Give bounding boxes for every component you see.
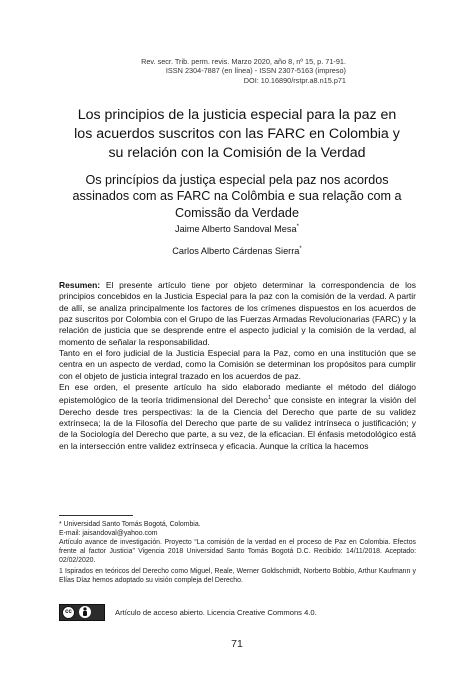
abstract-paragraph-2: Tanto en el foro judicial de la Justicia Especial para la Paz, como en una institución que se centra en un aspecto de verdad, como la Comisión se determinan los propósitos para cumplir con el objeto de justicia integral trazado en los acuerdos de paz. [59,348,416,381]
page-number: 71 [231,638,243,650]
author-1 [0,224,474,234]
title-es-line: su relación con la Comisión de la Verdad [108,145,366,161]
title-portuguese [56,172,418,221]
title-pt-line: Comissão da Verdade [175,205,299,220]
author-name: Carlos Alberto Cárdenas Sierra [172,246,300,257]
journal-header [86,57,346,85]
abstract-paragraph-3: En ese orden, el presente artículo ha sido elaborado mediante el método del diálogo epistemológico de la teoría tridimensional del Derecho$^1$ que consiste en integrar la visión del Derecho desde tres perspectivas: la de la Ciencia del Derecho que parte de su validez extrínseca; la de la Filosofía del Derecho que parte de su validez intrínseca o justificación; y de la Sociología del Derecho que parte, a su vez, de la eficacian. El énfasis metodológico está en la intersección entre validez extrínseca y eficacia. Aunque la crítica la hacemos [59,382,416,451]
license-row [59,602,419,622]
abstract-label: Resumen: [59,280,101,290]
license-text: Artículo de acceso abierto. Licencia Creative Commons 4.0. [115,607,317,617]
footnote-1: 1 Ispirados en teóricos del Derecho como Miguel, Reale, Werner Goldschmidt, Norberto Bobbio, Arthur Kaufmann y Elías Díaz hemos adoptado su visión compleja del Derecho. [59,568,416,584]
title-pt-line: assinados com as FARC na Colômbia e sua relação com a [72,189,402,204]
author-footnote-mark[interactable]: * [296,224,299,230]
abstract-paragraph-1: Resumen: El presente artículo tiene por objeto determinar la correspondencia de los principios concebidos en la Justicia Especial para la paz con la comisión de la verdad. A partir de allí, se analiza principalmente los factores de los crímenes dispuestos en los acuerdos de paz suscritos por Colombia con el Grupo de las Fuerzas Armadas Revolucionarias (FARC) y la relación de justicia que se desprende entre el aspecto judicial y la comisión de la verdad, al momento de señalar la responsabilidad. [59,280,416,347]
attribution-person-icon [79,606,91,618]
title-spanish [56,106,418,163]
abstract [59,280,416,452]
article-note: Artículo avance de investigación. Proyecto “La comisión de la verdad en el proceso de Paz en Colombia. Efectos frente al factor Justicia” Vigencia 2018 Universidad Santo Tomás Bogotá D.C. Recibido: 14/11/2018. Aceptado: 02/02/2020. [59,539,416,564]
footnote-divider [59,515,133,516]
title-es-line: los acuerdos suscritos con las FARC en Colombia y [74,126,400,142]
title-es-line: Los principios de la justicia especial para la paz en [77,107,397,123]
footnotes [59,520,416,585]
creative-commons-icon[interactable] [59,604,105,621]
title-pt-line: Os princípios da justiça especial pela paz nos acordos [85,173,389,187]
citation-line: Rev. secr. Trib. perm. revis. Marzo 2020, año 8, nº 15, p. 71-91. [141,57,346,66]
footnote-ref-1[interactable]: 1 [267,395,272,402]
cc-logo-icon: cc [62,606,75,619]
doi-line: DOI: 10.16890/rstpr.a8.n15.p71 [243,75,346,85]
email-footnote[interactable]: E-mail: jaisandoval@yahoo.com [59,530,158,537]
author-name: Jaime Alberto Sandoval Mesa [175,224,297,235]
author-2 [0,246,474,256]
issn-line: ISSN 2304-7887 (en línea) - ISSN 2307-5163 (impreso) [165,66,346,76]
author-footnote-mark[interactable]: * [299,246,302,252]
affiliation-footnote: * Universidad Santo Tomás Bogotá, Colombia. [59,521,201,528]
